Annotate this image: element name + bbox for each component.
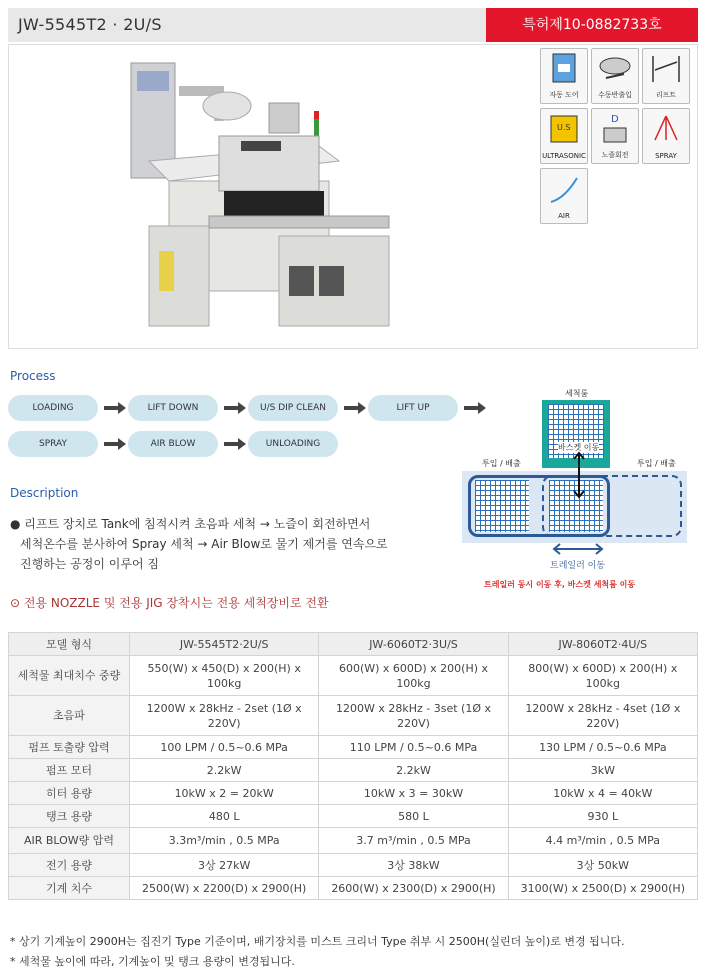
- table-cell: 2500(W) x 2200(D) x 2900(H): [130, 877, 319, 900]
- auto-door-icon: [545, 52, 583, 86]
- row-label: 초음파: [9, 696, 130, 736]
- table-cell: 550(W) x 450(D) x 200(H) x 100kg: [130, 656, 319, 696]
- footnote: * 세척물 높이에 따라, 기계높이 및 탱크 용량이 변경됩니다.: [10, 955, 295, 968]
- nozzle-rotate-icon: [596, 112, 634, 146]
- process-step: SPRAY: [8, 431, 98, 457]
- arrow-icon: [224, 438, 246, 450]
- arrow-icon: [552, 543, 604, 555]
- manual-load-icon: [596, 52, 634, 86]
- svg-text:D: D: [611, 114, 619, 125]
- table-cell: 580 L: [319, 805, 508, 828]
- process-step: LIFT DOWN: [128, 395, 218, 421]
- arrow-icon: [104, 402, 126, 414]
- table-row: [9, 656, 698, 696]
- process-title: Process: [10, 369, 56, 383]
- table-cell: 1200W x 28kHz - 3set (1Ø x 220V): [319, 696, 508, 736]
- feature-label: SPRAY: [655, 152, 677, 160]
- description-body: [10, 514, 388, 574]
- feature-lift: [642, 48, 690, 104]
- feature-label: AIR: [558, 212, 570, 220]
- header-cell: JW-5545T2·2U/S: [130, 633, 319, 656]
- table-cell: 130 LPM / 0.5~0.6 MPa: [508, 736, 697, 759]
- header-cell: 모델 형식: [9, 633, 130, 656]
- table-cell: 2.2kW: [130, 759, 319, 782]
- table-cell: 110 LPM / 0.5~0.6 MPa: [319, 736, 508, 759]
- table-cell: 1200W x 28kHz - 4set (1Ø x 220V): [508, 696, 697, 736]
- row-label: AIR BLOW량 압력: [9, 828, 130, 854]
- table-row: [9, 877, 698, 900]
- feature-label: 노즐회전: [601, 151, 629, 159]
- basket-left: [475, 480, 529, 532]
- page-title: JW-5545T2 · 2U/S: [18, 15, 162, 34]
- process-step: U/S DIP CLEAN: [248, 395, 338, 421]
- table-row: [9, 782, 698, 805]
- table-row: [9, 696, 698, 736]
- table-cell: 3상 50kW: [508, 854, 697, 877]
- table-cell: 10kW x 3 = 30kW: [319, 782, 508, 805]
- table-cell: 800(W) x 600D) x 200(H) x 100kg: [508, 656, 697, 696]
- table-row: [9, 828, 698, 854]
- transfer-diagram: [462, 385, 687, 595]
- target-icon: ⊙: [10, 596, 24, 610]
- row-label: 세척물 최대치수 중량: [9, 656, 130, 696]
- table-cell: 3상 27kW: [130, 854, 319, 877]
- process-step: LOADING: [8, 395, 98, 421]
- row-label: 펌프 모터: [9, 759, 130, 782]
- spec-table: [8, 632, 698, 900]
- header-cell: JW-8060T2·4U/S: [508, 633, 697, 656]
- title-bar: [8, 8, 698, 42]
- table-row: [9, 736, 698, 759]
- table-row: [9, 805, 698, 828]
- note-text: 전용 NOZZLE 및 전용 JIG 장착시는 전용 세척장비로 전환: [23, 596, 329, 610]
- description-line: 세척온수를 분사하여 Spray 세척 → Air Blow로 물기 제거를 연속으로: [20, 537, 388, 551]
- table-cell: 600(W) x 600D) x 200(H) x 100kg: [319, 656, 508, 696]
- table-cell: 4.4 m³/min , 0.5 MPa: [508, 828, 697, 854]
- feature-label: ULTRASONIC: [542, 152, 586, 160]
- feature-auto-door: [540, 48, 588, 104]
- spray-icon: [647, 112, 685, 146]
- table-cell: 10kW x 4 = 40kW: [508, 782, 697, 805]
- process-step: UNLOADING: [248, 431, 338, 457]
- diagram-caption: 트레일러 동시 이동 후, 바스켓 세척룸 이동: [484, 580, 636, 589]
- table-cell: 930 L: [508, 805, 697, 828]
- svg-text:U.S: U.S: [557, 123, 571, 132]
- special-note: [10, 594, 329, 611]
- process-step: AIR BLOW: [128, 431, 218, 457]
- lift-icon: [647, 52, 685, 86]
- process-step: LIFT UP: [368, 395, 458, 421]
- feature-label: 자동 도어: [549, 91, 579, 99]
- table-cell: 3.3m³/min , 0.5 MPa: [130, 828, 319, 854]
- feature-ultrasonic: [540, 108, 588, 164]
- bullet-icon: ●: [10, 517, 25, 531]
- description-title: Description: [10, 486, 79, 500]
- table-cell: 3kW: [508, 759, 697, 782]
- feature-nozzle-rotate: [591, 108, 639, 164]
- table-row: [9, 759, 698, 782]
- feature-label: 수동반출입: [598, 91, 632, 99]
- row-label: 기계 치수: [9, 877, 130, 900]
- diagram-top-label: 세척룸: [565, 389, 589, 398]
- table-cell: 2600(W) x 2300(D) x 2900(H): [319, 877, 508, 900]
- row-label: 히터 용량: [9, 782, 130, 805]
- ultrasonic-icon: [545, 112, 583, 146]
- arrow-icon: [224, 402, 246, 414]
- machine-image: [119, 51, 419, 351]
- diagram-tray-label: 트레일러 이동: [550, 561, 606, 571]
- row-label: 탱크 용량: [9, 805, 130, 828]
- row-label: 전기 용량: [9, 854, 130, 877]
- table-cell: 3100(W) x 2500(D) x 2900(H): [508, 877, 697, 900]
- table-header-row: [9, 633, 698, 656]
- diagram-right-label: 투입 / 배출: [637, 459, 676, 468]
- table-cell: 3상 38kW: [319, 854, 508, 877]
- feature-manual-load: [591, 48, 639, 104]
- feature-label: 리프트: [655, 91, 677, 99]
- row-label: 펌프 토출량 압력: [9, 736, 130, 759]
- feature-spray: [642, 108, 690, 164]
- table-cell: 100 LPM / 0.5~0.6 MPa: [130, 736, 319, 759]
- arrow-icon: [104, 438, 126, 450]
- table-cell: 2.2kW: [319, 759, 508, 782]
- description-line: 진행하는 공정이 이루어 짐: [20, 557, 159, 571]
- header-cell: JW-6060T2·3U/S: [319, 633, 508, 656]
- diagram-left-label: 투입 / 배출: [482, 459, 521, 468]
- feature-air: [540, 168, 588, 224]
- arrow-icon: [344, 402, 366, 414]
- diagram-basket-label: 바스켓 이동: [558, 443, 600, 452]
- arrow-icon: [572, 451, 586, 499]
- table-row: [9, 854, 698, 877]
- description-line: 리프트 장치로 Tank에 침적시켜 초음파 세척 → 노즐이 회전하면서: [24, 517, 371, 531]
- patent-badge: 특허제10-0882733호: [486, 8, 698, 42]
- table-cell: 3.7 m³/min , 0.5 MPa: [319, 828, 508, 854]
- table-cell: 1200W x 28kHz - 2set (1Ø x 220V): [130, 696, 319, 736]
- table-cell: 10kW x 2 = 20kW: [130, 782, 319, 805]
- table-cell: 480 L: [130, 805, 319, 828]
- air-icon: [545, 172, 583, 206]
- footnote: * 상기 기계높이 2900H는 집진기 Type 기준이며, 배기장치를 미스트 크리너 Type 취부 시 2500H(실린더 높이)로 변경 됩니다.: [10, 935, 625, 948]
